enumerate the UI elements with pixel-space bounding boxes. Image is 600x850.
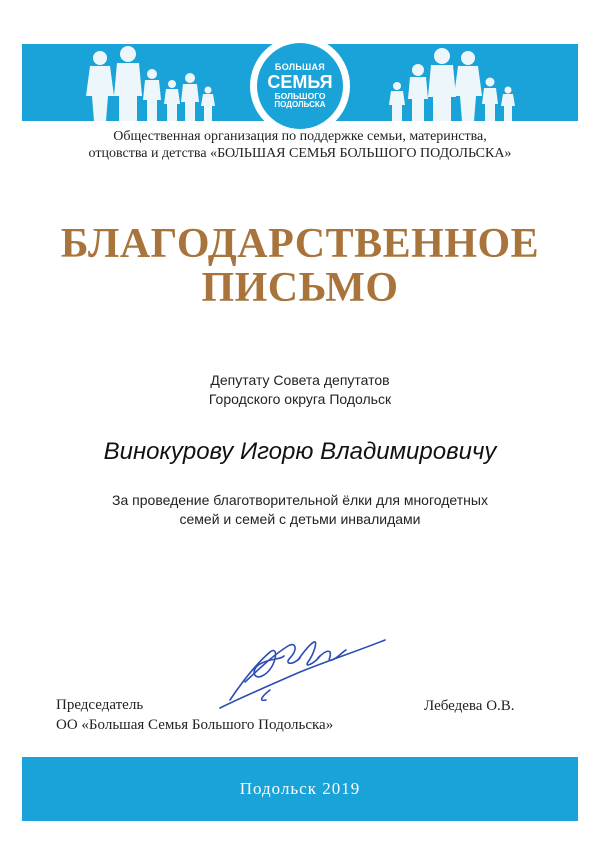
footer-band bbox=[22, 757, 578, 821]
logo-emblem bbox=[257, 43, 343, 129]
logo-line-3: БОЛЬШОГО bbox=[274, 90, 326, 101]
organization-line-2: отцовства и детства «БОЛЬШАЯ СЕМЬЯ БОЛЬШОГО ПОДОЛЬСКА» bbox=[88, 146, 512, 161]
organization-line-1: Общественная организация по поддержке семьи, материнства, bbox=[113, 129, 487, 144]
position-organization: ОО «Большая Семья Большого Подольска» bbox=[56, 717, 334, 733]
logo-line-4: ПОДОЛЬСКА bbox=[274, 100, 326, 110]
signer-name: Лебедева О.В. bbox=[424, 698, 515, 714]
title-line-1: БЛАГОДАРСТВЕННОЕ bbox=[60, 221, 540, 267]
position-title: Председатель bbox=[56, 697, 144, 713]
addressee-line-1: Депутату Совета депутатов bbox=[210, 372, 390, 388]
title-line-2: ПИСЬМО bbox=[201, 265, 399, 311]
addressee-line-2: Городского округа Подольск bbox=[208, 391, 392, 407]
recipient-name: Винокурову Игорю Владимировичу bbox=[103, 438, 497, 465]
organization-logo bbox=[250, 36, 350, 136]
document-title bbox=[20, 222, 580, 310]
addressee-block bbox=[100, 371, 500, 409]
reason-line-1: За проведение благотворительной ёлки для многодетных bbox=[112, 492, 488, 508]
city-year: Подольск 2019 bbox=[239, 779, 361, 798]
reason-text bbox=[60, 491, 540, 529]
logo-line-2: СЕМЬЯ bbox=[267, 71, 333, 92]
signatory-position bbox=[56, 695, 333, 735]
reason-line-2: семей и семей с детьми инвалидами bbox=[179, 511, 421, 527]
logo-line-1: БОЛЬШАЯ bbox=[274, 61, 326, 72]
organization-description bbox=[40, 128, 560, 162]
